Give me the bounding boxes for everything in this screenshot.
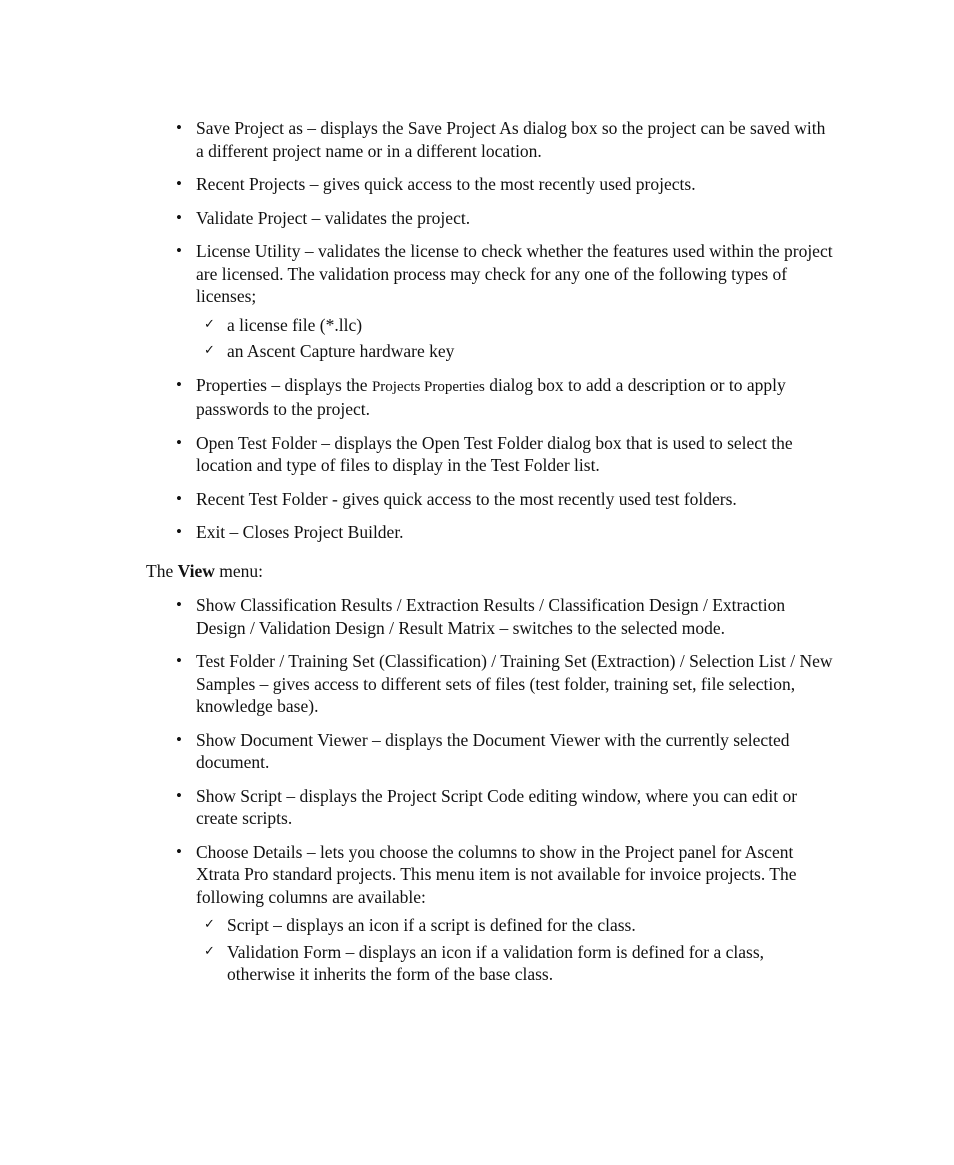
view-menu-name: View bbox=[177, 561, 215, 581]
item-text: Show Document Viewer – displays the Document Viewer with the currently selected document. bbox=[196, 729, 790, 772]
item-text: Choose Details – lets you choose the columns to show in the Project panel for Ascent Xtrata Pro standard projects. This menu item is not available for invoice projects. The following columns are available: bbox=[196, 841, 797, 907]
sub-item-hardware-key bbox=[196, 340, 836, 363]
item-text: Show Classification Results / Extraction Results / Classification Design / Extraction Design / Validation Design / Result Matrix – switches to the selected mode. bbox=[196, 595, 786, 638]
sub-item-text: Validation Form – displays an icon if a validation form is defined for a class, otherwise it inherits the form of the base class. bbox=[227, 941, 765, 984]
check-mark-icon: ✓ bbox=[204, 943, 215, 959]
list-item-show-script bbox=[176, 785, 836, 830]
list-item-license-utility bbox=[176, 240, 836, 363]
sub-item-text: a license file (*.llc) bbox=[227, 314, 363, 335]
list-item-choose-details bbox=[176, 841, 836, 986]
item-text: Properties – displays the bbox=[196, 374, 372, 395]
item-text: Test Folder / Training Set (Classification) / Training Set (Extraction) / Selection List / New Samples – gives access to different sets of files (test folder, training set, file selection, knowledge base). bbox=[196, 651, 833, 716]
sub-item-validation-form bbox=[196, 941, 836, 986]
sub-item-script bbox=[196, 914, 836, 937]
list-item-open-test-folder bbox=[176, 432, 836, 477]
file-menu-list bbox=[176, 117, 836, 555]
check-mark-icon: ✓ bbox=[204, 343, 215, 358]
check-mark-icon: ✓ bbox=[204, 316, 215, 332]
list-item-save-project-as bbox=[176, 117, 836, 162]
check-mark-icon: ✓ bbox=[204, 917, 215, 932]
list-item-properties bbox=[176, 374, 836, 421]
list-item-file-sets bbox=[176, 650, 836, 718]
item-text: Exit – Closes Project Builder. bbox=[196, 522, 404, 542]
columns-list bbox=[196, 914, 836, 986]
list-item-recent-test-folder bbox=[176, 488, 836, 511]
list-item-validate-project bbox=[176, 207, 836, 230]
item-text: Save Project as – displays the Save Project As dialog box so the project can be saved with a different project name or in a different location. bbox=[196, 118, 826, 161]
item-text: Show Script – displays the Project Script Code editing window, where you can edit or create scripts. bbox=[196, 785, 798, 828]
item-text: License Utility – validates the license to check whether the features used within the project are licensed. The validation process may check for any one of the following types of licenses; bbox=[196, 241, 833, 306]
view-menu-intro: The View menu: bbox=[146, 561, 263, 581]
view-menu-list bbox=[176, 594, 836, 997]
item-text: dialog box to add a description or to apply passwords to the project. bbox=[196, 374, 786, 419]
license-types-list bbox=[196, 314, 836, 363]
item-text-small: Projects Properties bbox=[371, 378, 485, 395]
item-text: Open Test Folder – displays the Open Test Folder dialog box that is used to select the location and type of files to display in the Test Folder list. bbox=[196, 432, 793, 475]
sub-item-license-file bbox=[196, 314, 836, 337]
list-item-show-modes bbox=[176, 594, 836, 639]
list-item-recent-projects bbox=[176, 173, 836, 196]
list-item-show-document-viewer bbox=[176, 729, 836, 774]
item-text: Recent Test Folder - gives quick access to the most recently used test folders. bbox=[196, 488, 737, 509]
sub-item-text: an Ascent Capture hardware key bbox=[227, 341, 455, 361]
sub-item-text: Script – displays an icon if a script is defined for the class. bbox=[227, 915, 636, 935]
item-text: Validate Project – validates the project. bbox=[196, 207, 471, 228]
list-item-exit bbox=[176, 521, 836, 544]
item-text: Recent Projects – gives quick access to the most recently used projects. bbox=[196, 174, 696, 194]
